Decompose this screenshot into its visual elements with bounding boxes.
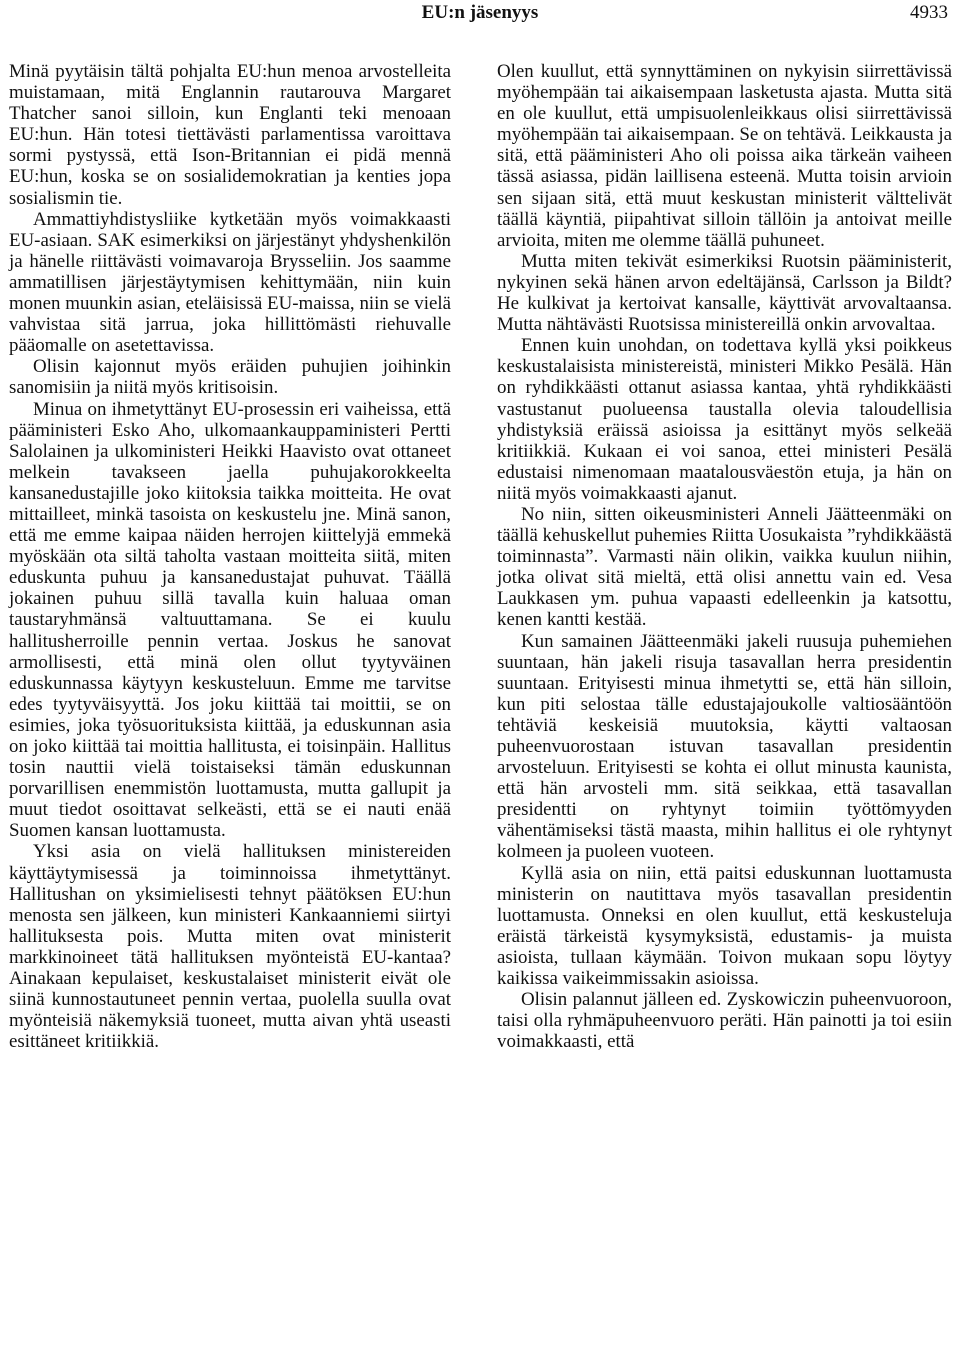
paragraph: Minua on ihmetyttänyt EU-prosessin eri vaiheissa, että pääministeri Esko Aho, ulkomaankauppaministeri Pertti Salolainen ja ulkoministeri Heikki Haavisto ovat ottaneet melkein tavakseen jaella puhujakorokkeelta kansanedustajille joko kiitoksia taikka moitteita. He ovat mittailleet, minkä tasoista on keskustelu jne. Minä sanon, että me emme kaipaa näiden herrojen kiittelyjä emmekä myöskään ota siltä taholta vastaan moitteita siitä, miten eduskunta puhuu ja kansanedustajat puhuvat. Täällä jokainen puhuu sillä tavalla kuin haluaa oman taustaryhmänsä valtuuttamana. Se ei kuulu hallitusherroille pennin vertaa. Joskus he sanovat armollisesti, että minä olen ollut tyytyväinen eduskunnassa käytyyn keskusteluun. Emme me tarvitse edes tyytyväisyyttä. Jos joku kiittää tai moittii, se on esimies, joka työsuorituksista kiittää, ja eduskunnan asia on joko kiittää tai moittia hallitusta, ei toisinpäin. Hallitus tosin nauttii vielä toistaiseksi tämän eduskunnan porvarillisen enemmistön luottamusta, mutta gallupit ja muut tiedot osoittavat selkeästi, että se ei nauti enää Suomen kansan luottamusta. (9, 398, 451, 842)
left-column (9, 61, 451, 1052)
paragraph: Kyllä asia on niin, että paitsi eduskunnan luottamusta ministerin on nautittava myös tasavallan presidentin luottamusta. Onneksi en olen kuullut, että keskusteluja eräistä tärkeistä kysymyksistä, edustamis- ja muista asioista, tullaan käymään. Toivon mukaan sopu löytyy kaikissa vaikeimmissakin asioissa. (497, 862, 952, 990)
paragraph: Yksi asia on vielä hallituksen ministereiden käyttäytymisessä ja toiminnoissa ihmetyttänyt. Hallitushan on yksimielisesti tehnyt päätöksen EU:hun menosta sen jälkeen, kun ministeri Kankaanniemi siirtyi hallituksesta pois. Mutta miten ovat ministerit markkinoineet tätä hallituksen myönteistä EU-kantaa? Ainakaan kepulaiset, keskustalaiset ministerit eivät ole siinä kunnostautuneet pennin vertaa, puolella suulla ovat myönteisiä näkemyksiä tuoneet, mutta aivan yhtä useasti esittäneet kritiikkiä. (9, 841, 451, 1053)
paragraph: Mutta miten tekivät esimerkiksi Ruotsin pääministerit, nykyinen sekä hänen arvon edeltäjänsä, Carlsson ja Bildt? He kulkivat ja kertoivat kansalle, käyttivät arvovaltaansa. Mutta nähtävästi Ruotsissa ministereillä onkin arvovaltaa. (497, 250, 952, 336)
page-number: 4933 (910, 2, 948, 23)
paragraph: Ennen kuin unohdan, on todettava kyllä yksi poikkeus keskustalaisista ministereistä, ministeri Mikko Pesälä. Hän on ryhdikkäästi ottanut asiassa kantaa, yhtä ryhdikkäästi vastustanut puolueensa taustalla olevia taloudellisia yhdistyksiä eräissä asioissa ja esittänyt myös selkeää kritiikkiä. Kukaan ei voi sanoa, ettei ministeri Pesälä edustaisi nimenomaan maatalousväestön etuja, ja hän on niitä myös voimakkaasti ajanut. (497, 335, 952, 504)
paragraph: Ammattiyhdistysliike kytketään myös voimakkaasti EU-asiaan. SAK esimerkiksi on järjestänyt yhdyshenkilön ja hänelle riittävästi voimavaroja Brysseliin. Jos saamme ammatillisen järjestäytymisen kehittymään, niin kuin monen muunkin asian, eteläisissä EU-maissa, niin se vielä vahvistaa sitä jarrua, joka hillittömästi riehuvalle pääomalle on asetettavissa. (9, 208, 451, 357)
paragraph: Kun samainen Jäätteenmäki jakeli ruusuja puhemiehen suuntaan, hän jakeli risuja tasavallan herra presidentin suuntaan. Erityisesti minua ihmetytti se, että hän silloin, kun piti selostaa tälle edustajajoukolle valtiosääntöön tehtäviä keskeisiä muutoksia, käytti valtaosan puheenvuorostaan istuvan tasavallan presidentin arvosteluun. Erityisesti se kohta ei ollut minusta kaunista, että hän arvosteli mm. sitä seikkaa, että tasavallan presidentti on ryhtynyt toimiin työttömyyden vähentämiseksi tästä maasta, mihin hallitus ei ole ryhtynyt kolmeen ja puoleen vuoteen. (497, 630, 952, 863)
running-title: EU:n jäsenyys (421, 2, 539, 23)
paragraph: No niin, sitten oikeusministeri Anneli Jäätteenmäki on täällä kehuskellut puhemies Riitta Uosukaista ”ryhdikkäästä toiminnasta”. Varmasti näin olikin, vaikka kuulun niihin, jotka olivat sitä mieltä, että olisi annettu vain ed. Vesa Laukkasen ym. puhua vapaasti edelleenkin ja katsottu, kenen kantti kestää. (497, 503, 952, 631)
paragraph: Olisin kajonnut myös eräiden puhujien joihinkin sanomisiin ja niitä myös kritisoisin. (9, 356, 451, 399)
paragraph: Minä pyytäisin tältä pohjalta EU:hun menoa arvostelleita muistamaan, mitä Englannin rautarouva Margaret Thatcher sanoi silloin, kun Englanti teki menoaan EU:hun. Hän totesi tiettävästi parlamentissa varoittava sormi pystyssä, että Ison-Britannian ei pidä mennä EU:hun, koska se on sosialidemokratian ja kenties jopa sosialismin tie. (9, 61, 451, 209)
paragraph: Olen kuullut, että synnyttäminen on nykyisin siirrettävissä myöhempään tai aikaisempaan lasketusta ajasta. Mutta sitä en ole kuullut, että umpisuolenleikkaus olisi siirrettävissä myöhempään tai aikaisempaan. Se on tehtävä. Leikkausta ja sitä, että pääministeri Aho oli poissa aika tärkeän vaiheen tässä asiassa, pidän laillisena esteenä. Mutta toisin arvioin sen sijaan sitä, että muut keskustan ministerit välttelivät täällä käyntiä, piipahtivat silloin tällöin ja antoivat meille arvioita, miten me olemme täällä puhuneet. (497, 61, 952, 251)
paragraph: Olisin palannut jälleen ed. Zyskowiczin puheenvuoroon, taisi olla ryhmäpuheenvuoro peräti. Hän painotti ja toi esiin voimakkaasti, että (497, 989, 952, 1053)
right-column (497, 61, 952, 1052)
page-header (0, 0, 960, 34)
